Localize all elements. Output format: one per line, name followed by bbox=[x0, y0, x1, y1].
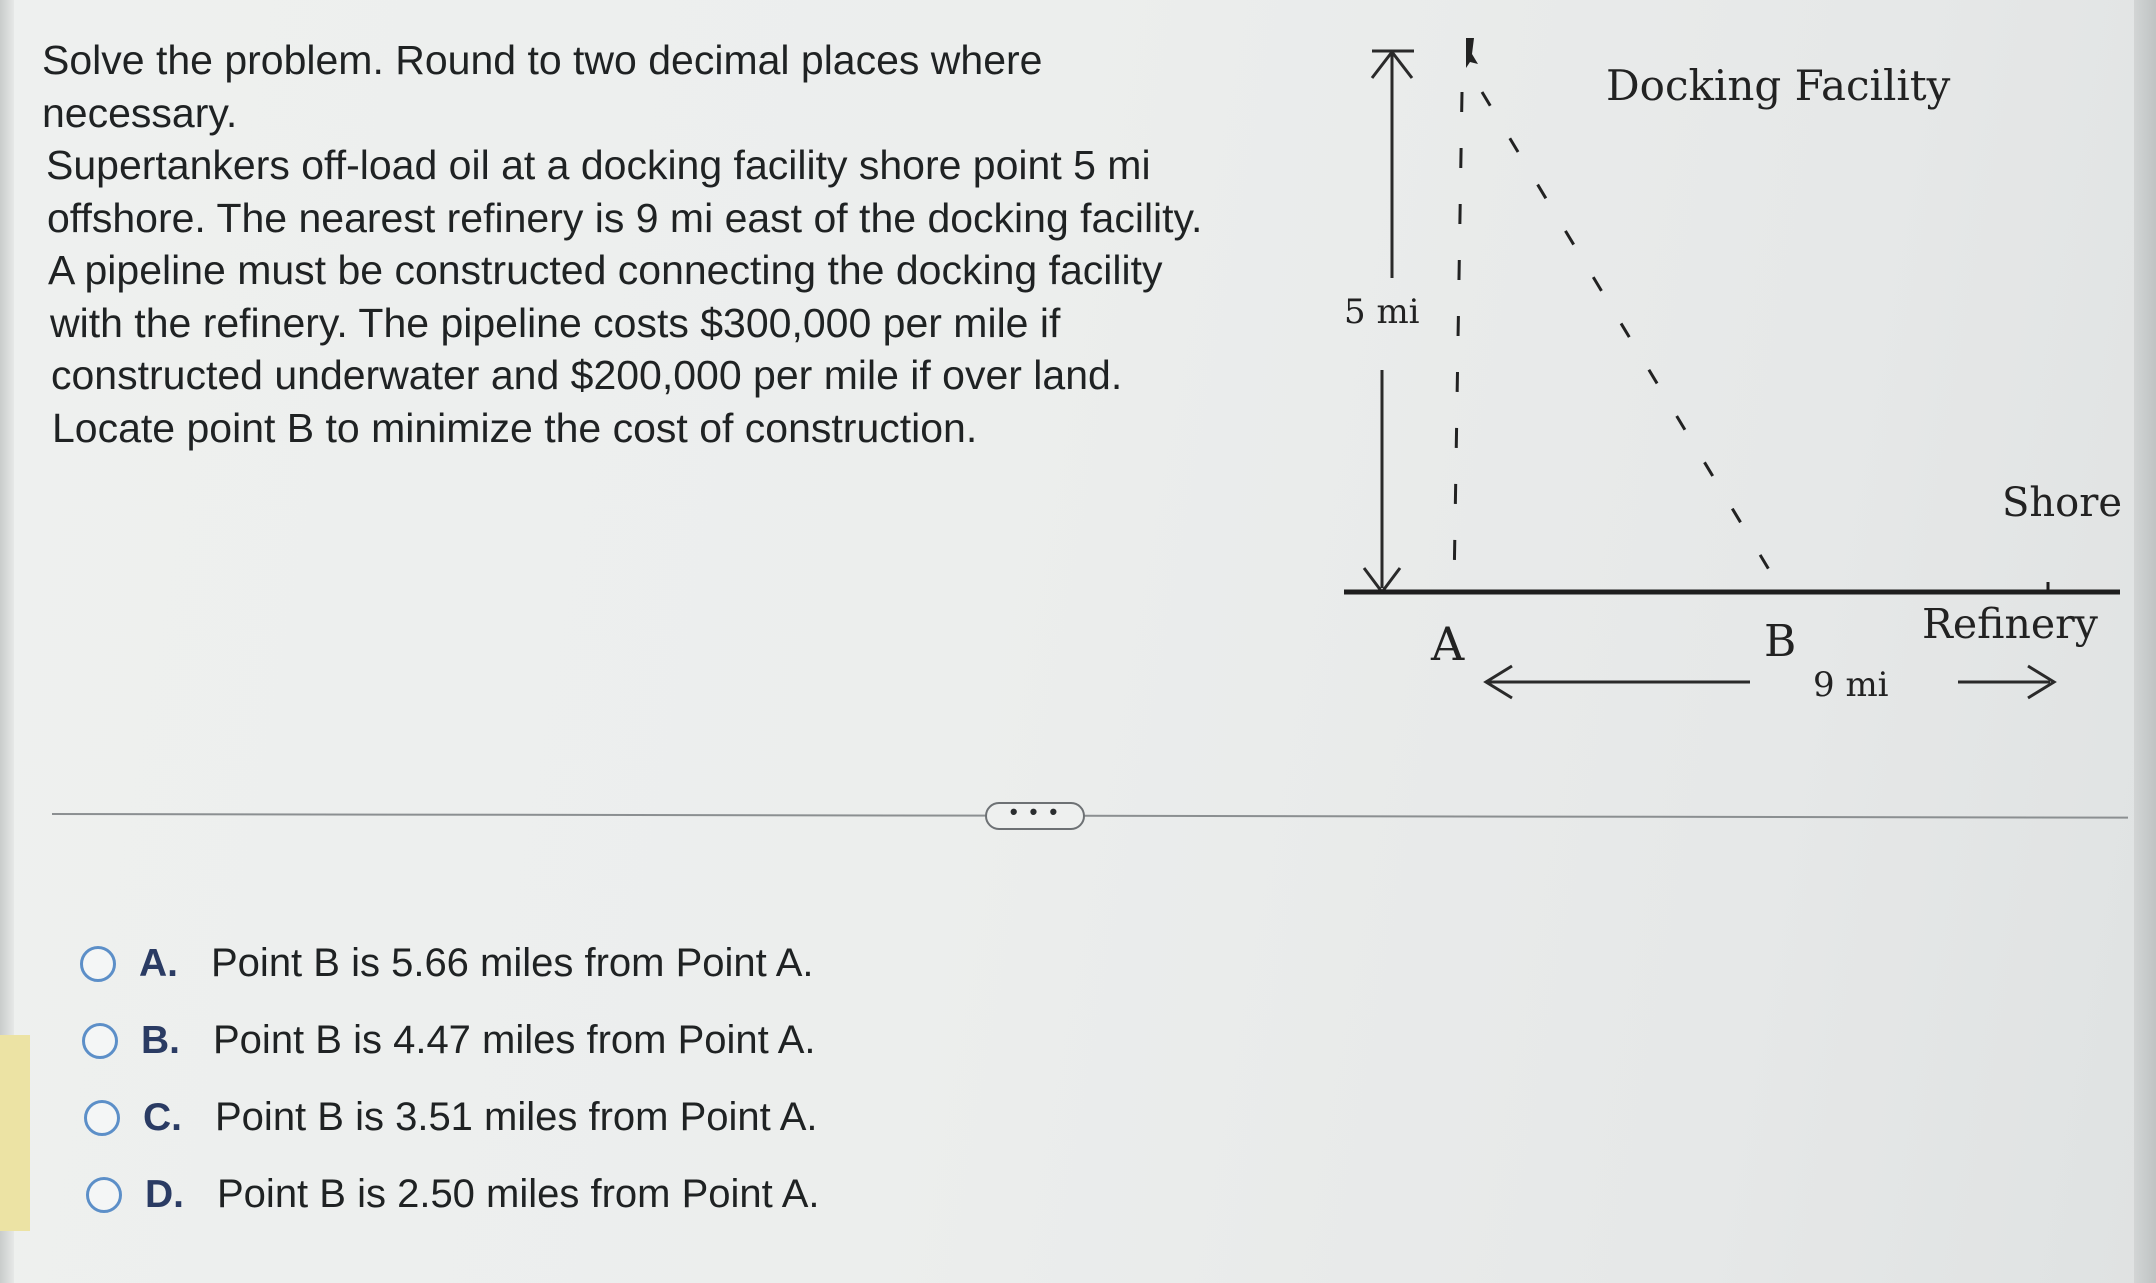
problem-line: necessary. bbox=[42, 89, 238, 136]
choice-c[interactable] bbox=[84, 1079, 819, 1156]
choice-letter: B. bbox=[141, 1018, 180, 1062]
choice-letter: D. bbox=[145, 1172, 184, 1216]
radio-icon[interactable] bbox=[86, 1177, 122, 1213]
answer-choices bbox=[80, 925, 819, 1233]
choice-text: Point B is 5.66 miles from Point A. bbox=[211, 941, 814, 985]
choice-letter: A. bbox=[139, 941, 178, 985]
problem-statement bbox=[42, 34, 1272, 454]
choice-text: Point B is 4.47 miles from Point A. bbox=[213, 1018, 816, 1062]
horizontal-distance-label: 9 mi bbox=[1813, 665, 1889, 705]
vertical-distance-label: 5 mi bbox=[1344, 292, 1420, 332]
choice-text: Point B is 2.50 miles from Point A. bbox=[217, 1172, 820, 1216]
problem-line: with the refinery. The pipeline costs $300,000 per mile if bbox=[50, 299, 1061, 346]
problem-line: Locate point B to minimize the cost of construction. bbox=[52, 404, 978, 451]
radio-icon[interactable] bbox=[80, 946, 116, 982]
question-highlight-tab bbox=[0, 1035, 30, 1231]
refinery-label: Refinery bbox=[1922, 600, 2098, 648]
choice-b[interactable] bbox=[82, 1002, 819, 1079]
choice-letter: C. bbox=[143, 1095, 182, 1139]
docking-facility-marker bbox=[1466, 38, 1478, 68]
point-a-label: A bbox=[1431, 617, 1465, 671]
docking-facility-label: Docking Facility bbox=[1606, 61, 1951, 110]
radio-icon[interactable] bbox=[82, 1023, 118, 1059]
ellipsis-icon: • • • bbox=[1009, 799, 1061, 824]
choice-d[interactable] bbox=[86, 1156, 819, 1233]
pipeline-diagram bbox=[1320, 20, 2140, 740]
problem-line: offshore. The nearest refinery is 9 mi east of the docking facility. bbox=[47, 194, 1203, 241]
choice-a[interactable] bbox=[80, 925, 819, 1002]
perpendicular-dashed-line bbox=[1454, 92, 1462, 588]
radio-icon[interactable] bbox=[84, 1100, 120, 1136]
problem-line: constructed underwater and $200,000 per mile if over land. bbox=[51, 352, 1123, 398]
choice-text: Point B is 3.51 miles from Point A. bbox=[215, 1095, 818, 1139]
problem-line: Solve the problem. Round to two decimal places where bbox=[42, 37, 1043, 83]
underwater-pipeline bbox=[1482, 92, 1780, 588]
shore-label: Shore bbox=[2002, 480, 2123, 526]
problem-line: Supertankers off-load oil at a docking facility shore point 5 mi bbox=[46, 142, 1151, 188]
problem-line: A pipeline must be constructed connecting the docking facility bbox=[48, 247, 1163, 293]
expand-more-button[interactable] bbox=[985, 799, 1085, 830]
point-b-label: B bbox=[1764, 616, 1797, 667]
